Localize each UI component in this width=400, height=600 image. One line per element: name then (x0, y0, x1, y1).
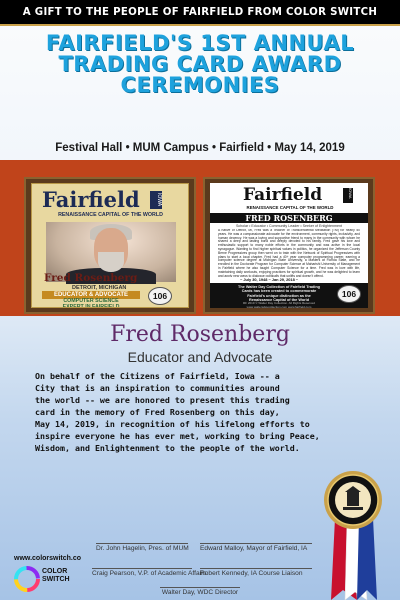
dedication-line: inspire everyone he has ever met, working to bring Peace, (35, 431, 320, 441)
card-front-tagline: RENAISSANCE CAPITAL OF THE WORLD (58, 212, 163, 218)
title-line-2: TRADING CARD AWARD (58, 52, 342, 76)
color-switch-wordmark (42, 568, 70, 584)
collection-line-1: The Walter Day Collection of Fairfield Trading (238, 285, 320, 289)
dedication-line: card in the memory of Fred Rosenberg on this day, (35, 407, 280, 417)
collection-line-2: Cards has been created to commemorate (241, 289, 317, 294)
card-back-collection-text (224, 285, 334, 302)
poster-title (10, 33, 390, 96)
card-front-location: DETROIT, MICHIGAN (72, 285, 127, 291)
card-front-role: EDUCATOR & ADVOCATE (42, 291, 140, 299)
card-back-fineprint (224, 302, 334, 308)
card-back-face (210, 183, 368, 308)
dedication-line: May 14, 2019, in recognition of his lifelong efforts to (35, 419, 310, 429)
card-front-state: IOWA (150, 191, 162, 209)
collection-line-3: Fairfield's unique distinction as the (247, 293, 311, 298)
honoree-role: Educator and Advocate (127, 349, 273, 365)
card-back-descriptor: Scholar • Educator • Community Leader • Seeker of Enlightenment (235, 224, 343, 228)
card-back-bio: A native of Detroit, MI, Fred was a Teacher of Transcendental Meditation (TM) for nearly 50 years. He was a compassionate advocate for the environment, community rights, inclusivity, and human decency. He was a loving and supportive friend to many in the community with whom he shared a deep and lasting bond and deeply devoted to his family. Fred gave his love and enthusiastic support to many noble efforts in the community and was active in the local synagogue. Wanting to find higher spiritual values in politics, he organized the Jefferson County Berne Progressives group then went on to train with the Network of Spiritual Progressives with plans to start a local chapter. Fred had a 40+ year computer programming career, earning a computer science degree at Michigan State University, a Masters at Florida State, and he enrolled in the Doctorate Program for Computer Science at Maharishi University of Management in Fairfield where he also taught Computer Science for a time. Fred was in love with life, maintaining daily workouts, enjoying practices for spiritual growth, and he was delighted to learn and apply new ways to dialogue politically that uplifts and doesn't offend. (218, 229, 360, 277)
signature-hagelin: Dr. John Hagelin, Pres. of MUM (96, 545, 189, 552)
fineprint-line-1: RF 2019 © Walter Day Collection. All Rights Reserved (243, 301, 315, 305)
dedication-line: Wisdom, and Enlightenment to the people of the world. (35, 443, 300, 453)
top-banner (0, 0, 400, 26)
signature-kennedy: Robert Kennedy, IA Course Liaison (200, 568, 312, 577)
title-line-1: FAIRFIELD'S 1ST ANNUAL (45, 31, 355, 55)
award-seal-icon (323, 470, 383, 530)
card-front-number: 106 (148, 287, 172, 305)
color-switch-logo-icon (14, 566, 40, 592)
title-line-3: CEREMONIES (120, 73, 280, 97)
signature-day: Walter Day, WDC Director (161, 589, 239, 596)
honoree-name: Fred Rosenberg (110, 322, 290, 347)
card-back-number: 106 (337, 285, 361, 303)
signature-pearson: Craig Pearson, V.P. of Academic Affairs (92, 570, 207, 577)
card-front-subtitle-1: COMPUTER SCIENCE (63, 298, 119, 304)
card-front-face (31, 183, 189, 308)
card-front-name: Fred Rosenberg (44, 272, 138, 284)
fineprint-line-2: www.waltersdaycollection.com www.fairfield.com (246, 304, 312, 308)
card-back-state: IOWA (343, 188, 353, 203)
portrait-beard (98, 252, 124, 272)
brand-line-1: COLOR (42, 568, 68, 575)
card-back-footer (210, 283, 368, 308)
ribbon-icon (327, 518, 379, 600)
brand-line-2: SWITCH (42, 576, 70, 583)
card-back-logo: Fairfield (243, 185, 323, 205)
dedication-text (35, 370, 320, 454)
dedication-line: City that is an inspiration to communities around (35, 383, 280, 393)
card-front-subtitle (42, 299, 140, 308)
website-text: www.colorswitch.co (14, 555, 82, 562)
trading-card-back (203, 177, 375, 314)
card-front-subtitle-2: EXPERT IN FAIRFIELD (62, 303, 120, 308)
banner-text: A GIFT TO THE PEOPLE OF FAIRFIELD FROM COLOR SWITCH (22, 6, 378, 18)
card-front-logo: Fairfield (42, 187, 140, 212)
card-back-dates: ~ July 30, 1948 ~ Jan 29, 2018 ~ (240, 277, 299, 282)
collection-line-4: Renaissance Capital of the World (248, 297, 310, 302)
signature-malloy: Edward Malloy, Mayor of Fairfield, IA (200, 543, 312, 552)
event-details: Festival Hall • MUM Campus • Fairfield • May 14, 2019 (55, 142, 345, 154)
card-back-tagline: RENAISSANCE CAPITAL OF THE WORLD (246, 205, 334, 210)
card-back-name: FRED ROSENBERG (210, 213, 368, 223)
trading-card-front (24, 177, 196, 314)
dedication-line: the world -- we are honored to present this trading (35, 395, 290, 405)
dedication-line: On behalf of the Citizens of Fairfield, Iowa -- a (35, 371, 280, 381)
